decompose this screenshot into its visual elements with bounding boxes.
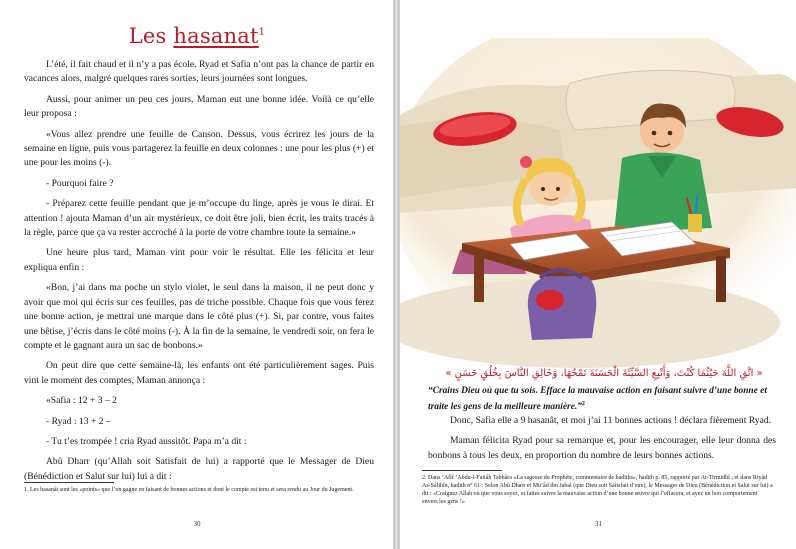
- paragraph: Donc, Safia elle a 9 hasanât, et moi j’ai 11 bonnes actions ! déclara fièrement Ryad.: [450, 415, 772, 426]
- paragraph: - Préparez cette feuille pendant que je m’occupe du linge, après je vous le dirai. Et attention ! ajouta Maman d’un air mystérieux, ce doit être joli, bien écrit, les traits tracés à la règle, parce que ça va rester accroché à la porte de votre chambre toute la semaine.»: [24, 198, 374, 239]
- illustration: [400, 38, 796, 378]
- paragraph: «Vous allez prendre une feuille de Canson. Dessus, vous écrirez les jours de la semaine en ligne, puis vous partagerez la feuille en deux colonnes : une pour les plus (+) et une pour les moins (-).: [24, 128, 374, 169]
- footnote: 2. Dans ‘Afîf ‘Abdu-l-Fattâh Tabbâra «La sagesse du Prophète, commentaire de hadiths», hadith p. 85, rapporté par At-Tirmidhî ; et dans Riyâd As-Sâlihîn, hadith n° 61 : Selon Abû Dharr et Mu’âd ibn Jabal (que Dieu soit Satisfait d’eux), le Messager de Dieu (Bénédiction et Salut sur lui) a dit : «Craignez Allah où que vous soyez, et faites suivre la mauvaise action d’une bonne œuvre qui l’effacera, et ayez un bon comportement envers les gens !»: [422, 475, 773, 505]
- paragraph: Maman félicita Ryad pour sa remarque et, pour les encourager, elle leur donna des bonbons à tous les deux, en proportion du nombre de leurs bonnes actions.: [428, 435, 776, 461]
- paragraph: - Tu t’es trompée ! cria Ryad aussitôt. Papa m’a dit :: [46, 435, 247, 447]
- left-page: [0, 0, 394, 549]
- paragraph: Une heure plus tard, Maman vint pour voir le résultat. Elle les félicita et leur expliqua enfin :: [24, 247, 374, 273]
- footnote-divider: [24, 482, 114, 483]
- paragraph: On peut dire que cette semaine-là, les enfants ont été particulièrement sages. Puis vint le moment des comptes, Maman annonça :: [24, 360, 374, 386]
- paragraph: Abû Dharr (qu’Allah soit Satisfait de lui) a rapporté que le Messager de Dieu (Bénédiction et Salut sur lui) lui a dit :: [24, 456, 374, 482]
- paragraph: Aussi, pour animer un peu ces jours, Maman eut une bonne idée. Voilà ce qu’elle leur proposa :: [24, 93, 374, 120]
- footnote-divider: [422, 470, 502, 471]
- page-title: Les hasanat$^1$: [128, 24, 266, 48]
- page-number: 30: [193, 520, 201, 528]
- paragraph: L’été, il fait chaud et il n’y a pas école. Ryad et Safia n’ont pas la chance de partir en vacances alors, malgré quelques rares sorties, leurs journées sont longues.: [24, 59, 374, 85]
- right-page: [399, 0, 796, 549]
- paragraph: - Ryad : 13 + 2 –: [46, 415, 111, 427]
- footnote: 1. Les hasanât sont les «points» que l’on gagne en faisant de bonnes actions et dont le compte est tenu et sera rendu au Jour du Jugement.: [24, 487, 354, 493]
- page-number: 31: [595, 520, 602, 528]
- arabic-hadith: « اتَّقِ اللَّهَ حَيْثُمَا كُنْتَ، وَأَتْبِعِ السَّيِّئَةَ الْحَسَنَةَ تَمْحُهَا، وَخَالِقِ النَّاسَ بِخُلُقٍ حَسَنٍ »: [445, 368, 763, 379]
- body-text-left: [24, 58, 374, 484]
- paragraph: «Safia : 12 + 3 – 2: [46, 395, 117, 407]
- hadith-translation: “Crains Dieu où que tu sois. Efface la mauvaise action en faisant suivre d’une bonne et traite les gens de la meilleure manière.”$^2$: [428, 386, 767, 412]
- paragraph: - Pourquoi faire ?: [46, 177, 114, 189]
- body-text-right: [428, 414, 776, 463]
- paragraph: «Bon, j’ai dans ma poche un stylo violet, le seul dans la maison, il ne peut donc y avoir que moi qui écris sur ces feuilles, pas de triche possible. Chaque fois que vous ferez une bonne action, je mettrai une marque dans le côté plus (+). Si, par contre, vous faites une bêtise, j’écris dans le côté moins (-). À la fin de la semaine, le vendredi soir, on fera le compte et le gagnant aura un sac de bonbons.»: [24, 282, 374, 351]
